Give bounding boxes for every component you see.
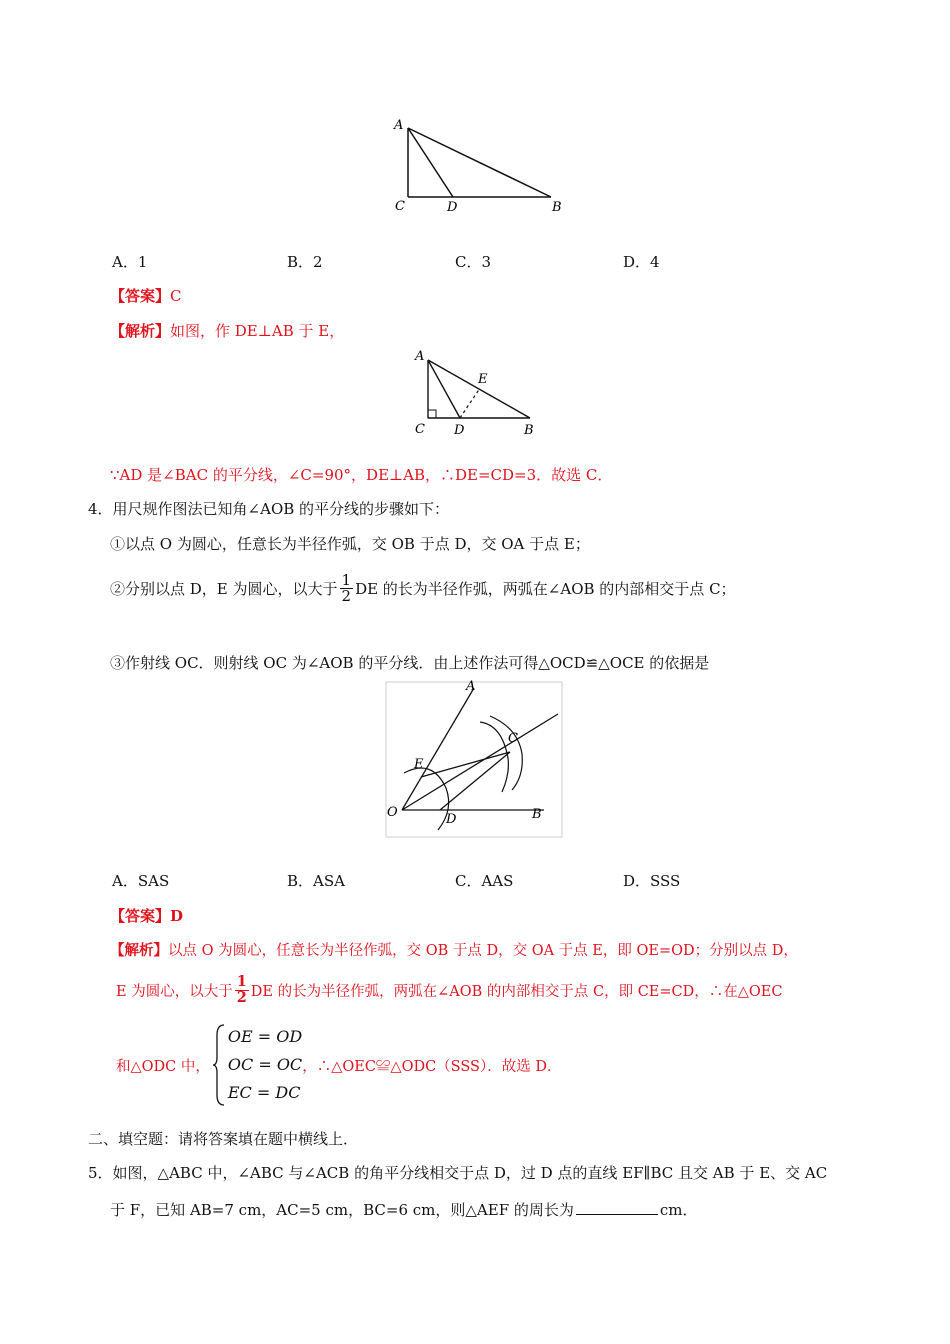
q5-line2: [110, 1199, 698, 1220]
q4-analysis-text2-after: DE 的长为半径作弧，两弧在∠AOB 的内部相交于点 C，即 CE=CD，∴在△OEC: [250, 983, 783, 1000]
q4-analysis-line2: [116, 968, 782, 1012]
q5-line2-after: cm．: [659, 1201, 698, 1219]
label-C4: C: [508, 731, 518, 746]
ray-OC: [402, 714, 558, 810]
q3-conclusion: ∵AD 是∠BAC 的平分线，∠C=90°，DE⊥AB，∴DE=CD=3．故选 C．: [110, 466, 613, 484]
label-B: B: [552, 200, 562, 215]
q4-option-a[interactable]: A．SAS: [112, 872, 170, 890]
label-E4: E: [414, 757, 424, 772]
q4-analysis-tag: 【解析】: [110, 942, 168, 959]
q3-option-a[interactable]: A．1: [112, 253, 148, 271]
q4-answer-tag: 【答案】: [110, 907, 171, 925]
label-E2: E: [478, 372, 488, 387]
q4-step2-after: DE 的长为半径作弧，两弧在∠AOB 的内部相交于点 C；: [355, 579, 736, 598]
figure-angle-bisector: [384, 680, 566, 840]
figure-triangle-1: [388, 112, 578, 217]
figure-triangle-2: [408, 346, 548, 442]
q4-step3: ③作射线 OC．则射线 OC 为∠AOB 的平分线．由上述作法可得△OCD≌△OCE 的依据是: [110, 654, 710, 672]
seg-AB: [408, 128, 551, 197]
q4-analysis-text3-after: ，∴△OEC≌△ODC（SSS）．故选 D．: [302, 1058, 562, 1075]
q4-step2: [110, 566, 736, 610]
q4-option-c[interactable]: C．AAS: [455, 872, 514, 890]
q4-answer: [110, 905, 183, 926]
label-D4: D: [446, 812, 457, 827]
q4-option-b[interactable]: B．ASA: [287, 872, 345, 890]
q4-step1: ①以点 O 为圆心，任意长为半径作弧，交 OB 于点 D，交 OA 于点 E；: [110, 535, 590, 553]
q4-analysis-frac-num: 1: [236, 973, 247, 990]
q4-analysis-text1: 以点 O 为圆心，任意长为半径作弧，交 OB 于点 D，交 OA 于点 E，即 OE=OD；分别以点 D，: [168, 943, 798, 959]
q4-analysis-line1: [110, 939, 798, 960]
q3-option-c[interactable]: C．3: [455, 253, 492, 271]
q5-line2-before: 于 F，已知 AB=7 cm，AC=5 cm，BC=6 cm，则△AEF 的周长为: [110, 1201, 574, 1219]
seg-DC: [440, 752, 510, 810]
q4-analysis-line3: [116, 1020, 561, 1110]
arc-DE: [404, 768, 449, 830]
q4-analysis-frac-den: 2: [236, 988, 247, 1006]
q4-stem: 4．用尺规作图法已知角∠AOB 的平分线的步骤如下：: [88, 500, 450, 518]
q5-answer-blank[interactable]: [576, 1200, 658, 1215]
equation-3: EC = DC: [227, 1083, 301, 1102]
equation-2: OC = OC: [227, 1055, 303, 1074]
q3-answer-tag: 【答案】: [110, 287, 171, 305]
q4-step2-fraction: [340, 570, 354, 605]
equation-system: [228, 1023, 302, 1107]
equation-1: OE = OD: [227, 1027, 303, 1046]
q3-option-d[interactable]: D．4: [623, 253, 660, 271]
label-A: A: [394, 118, 404, 133]
q3-analysis-tag: 【解析】: [110, 322, 171, 340]
label-O4: O: [387, 805, 398, 820]
right-angle-mark: [428, 410, 436, 418]
q4-step2-frac-num: 1: [341, 570, 352, 589]
label-B4: B: [532, 807, 542, 822]
seg-DE2: [460, 388, 480, 418]
q3-answer-value: C: [170, 287, 182, 305]
q4-step2-before: ②分别以点 D，E 为圆心，以大于: [110, 579, 338, 598]
label-A4: A: [466, 680, 476, 694]
q3-analysis-text: 如图，作 DE⊥AB 于 E，: [170, 322, 345, 340]
q4-analysis-text3-before: 和△ODC 中，: [116, 1058, 210, 1075]
label-C: C: [395, 199, 405, 214]
label-C2: C: [415, 422, 425, 437]
q4-step2-frac-den: 2: [341, 586, 352, 605]
q4-answer-value: D: [170, 907, 184, 925]
q3-answer: [110, 285, 182, 306]
label-D: D: [447, 200, 458, 215]
q3-option-b[interactable]: B．2: [287, 253, 323, 271]
q3-analysis: [110, 320, 344, 341]
q4-analysis-fraction: [235, 975, 249, 1005]
label-D2: D: [454, 423, 465, 438]
label-B2: B: [524, 423, 534, 438]
section-2-title: 二、填空题：请将答案填在题中横线上．: [88, 1130, 359, 1148]
q4-analysis-text2-before: E 为圆心，以大于: [116, 983, 233, 1000]
brace: [212, 1023, 226, 1107]
q5-line1: 5．如图，△ABC 中，∠ABC 与∠ACB 的角平分线相交于点 D，过 D 点的直线 EF∥BC 且交 AB 于 E、交 AC: [88, 1164, 828, 1182]
label-A2: A: [415, 349, 425, 364]
q4-option-d[interactable]: D．SSS: [623, 872, 681, 890]
ray-OA: [402, 688, 474, 810]
